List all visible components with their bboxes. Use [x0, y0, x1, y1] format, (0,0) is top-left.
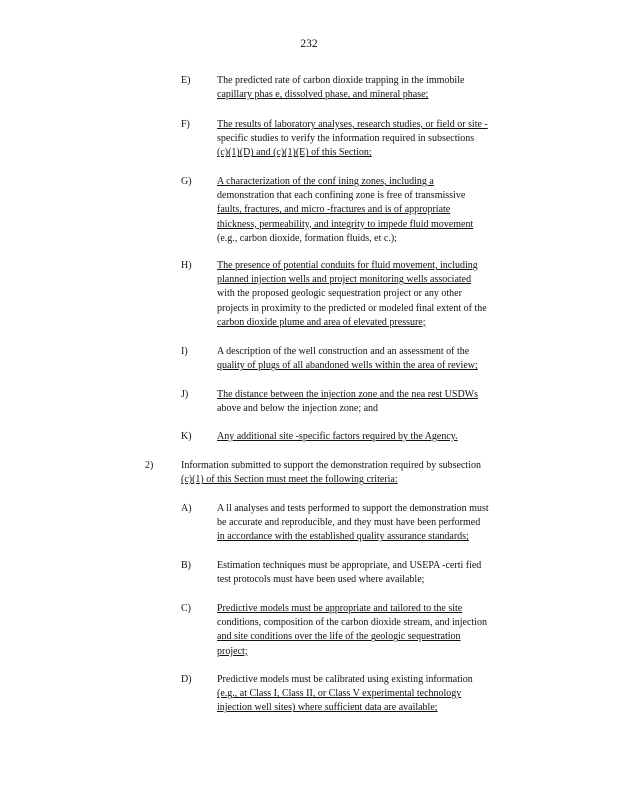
item-line: injection well sites) where sufficient data are available; — [217, 702, 438, 714]
list-item-b — [181, 559, 561, 589]
item-text — [217, 74, 464, 102]
item-marker: G) — [181, 176, 192, 187]
item-text — [217, 259, 487, 330]
item-line: capillary phas e, dissolved phase, and mineral phase; — [217, 89, 429, 101]
item-marker: B) — [181, 560, 191, 571]
item-marker: 2) — [145, 460, 154, 471]
list-item-j — [181, 388, 561, 418]
item-line: quality of plugs of all abandoned wells within the area of review; — [217, 360, 478, 372]
item-line: with the proposed geologic sequestration project or any other — [217, 288, 462, 300]
list-item-2 — [145, 459, 565, 489]
item-marker: D) — [181, 674, 192, 685]
list-item-e — [181, 74, 561, 104]
item-text — [217, 430, 458, 444]
item-line: project; — [217, 645, 248, 657]
item-line: demonstration that each confining zone is free of transmissive — [217, 190, 466, 202]
item-text — [217, 502, 489, 545]
item-text — [217, 345, 478, 373]
item-line: carbon dioxide plume and area of elevated pressure; — [217, 316, 426, 328]
item-line: (c)(1) of this Section must meet the following criteria: — [181, 474, 398, 486]
item-line: Any additional site -specific factors required by the Agency. — [217, 431, 458, 442]
item-line: and site conditions over the life of the geologic sequestration — [217, 631, 461, 643]
item-marker: C) — [181, 603, 191, 614]
item-line: Information submitted to support the demonstration required by subsection — [181, 460, 481, 471]
item-line: conditions, composition of the carbon dioxide stream, and injection — [217, 617, 487, 629]
item-line: specific studies to verify the information required in subsections — [217, 133, 475, 145]
item-text — [217, 673, 473, 716]
item-line: A characterization of the conf ining zones, including a — [217, 176, 434, 187]
item-line: (e.g., carbon dioxide, formation fluids, et c.); — [217, 232, 397, 244]
list-item-a — [181, 502, 561, 546]
list-item-i — [181, 345, 561, 375]
item-text — [217, 559, 481, 587]
item-line: The distance between the injection zone and the nea rest USDWs — [217, 389, 479, 400]
item-text — [217, 118, 488, 161]
item-text — [181, 459, 481, 487]
item-line: be accurate and reproducible, and they must have been performed — [217, 517, 481, 529]
item-line: The predicted rate of carbon dioxide trapping in the immobile — [217, 75, 465, 86]
item-marker: A) — [181, 503, 192, 514]
item-line: A description of the well construction and an assessment of the — [217, 346, 470, 357]
item-line: (e.g., at Class I, Class II, or Class V experimental technology — [217, 688, 462, 700]
item-line: test protocols must have been used where available; — [217, 574, 425, 586]
list-item-h — [181, 259, 561, 331]
list-item-g — [181, 175, 561, 247]
item-line: thickness, permeability, and integrity to impede fluid movement — [217, 218, 474, 230]
item-line: Predictive models must be calibrated using existing information — [217, 674, 473, 685]
item-marker: H) — [181, 260, 192, 271]
item-marker: K) — [181, 431, 192, 442]
item-text — [217, 175, 473, 246]
list-item-c — [181, 602, 561, 660]
item-marker: E) — [181, 75, 191, 86]
item-line: A ll analyses and tests performed to support the demonstration must — [217, 503, 489, 514]
list-item-k — [181, 430, 561, 446]
list-item-d — [181, 673, 561, 717]
list-item-f — [181, 118, 561, 162]
item-line: projects in proximity to the predicted or modeled final extent of the — [217, 302, 487, 314]
item-line: Predictive models must be appropriate and tailored to the site — [217, 603, 463, 614]
item-marker: F) — [181, 119, 190, 130]
item-line: The results of laboratory analyses, research studies, or field or site - — [217, 119, 488, 130]
item-text — [217, 602, 487, 659]
item-line: (c)(1)(D) and (c)(1)(E) of this Section; — [217, 147, 372, 159]
item-line: faults, fractures, and micro -fractures and is of appropriate — [217, 204, 451, 216]
item-marker: I) — [181, 346, 188, 357]
item-line: in accordance with the established quality assurance standards; — [217, 531, 469, 543]
item-line: Estimation techniques must be appropriate, and USEPA -certi fied — [217, 560, 482, 571]
item-line: planned injection wells and project monitoring wells associated — [217, 274, 472, 286]
item-marker: J) — [181, 389, 189, 400]
item-text — [217, 388, 478, 416]
item-line: The presence of potential conduits for fluid movement, including — [217, 260, 478, 271]
page-number: 232 — [300, 38, 318, 50]
item-line: above and below the injection zone; and — [217, 403, 379, 415]
